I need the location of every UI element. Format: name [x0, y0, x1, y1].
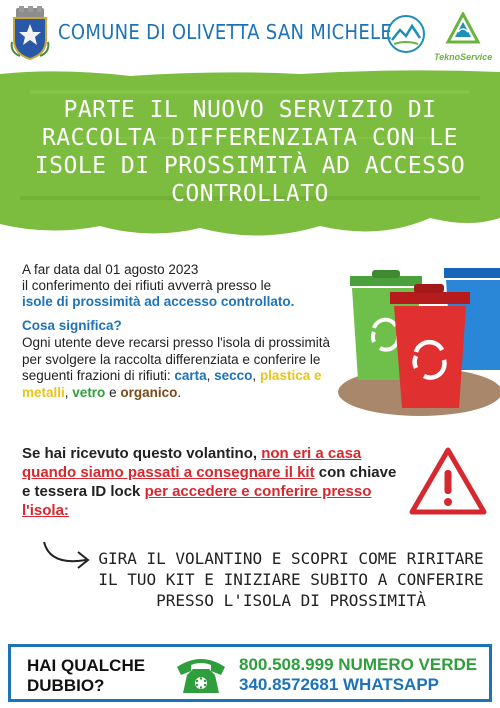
tekno-service-logo-icon: [434, 12, 492, 50]
separator-4: e: [105, 384, 121, 400]
separator-2: ,: [252, 368, 260, 383]
municipal-crest-icon: [10, 6, 50, 60]
intro-highlight: isole di prossimità ad accesso controllato.: [22, 294, 295, 309]
cta-text: GIRA IL VOLANTINO E SCOPRI COME RIRITARE IL TUO KIT E INIZIARE SUBITO A CONFERIRE PRESSO L'ISOLA DI PROSSIMITÀ: [98, 549, 484, 610]
separator-1: ,: [206, 368, 215, 383]
whatsapp-number[interactable]: 340.8572681 WHATSAPP: [239, 675, 440, 694]
notice-part-4: per accedere e conferire presso l'isola:: [22, 483, 372, 519]
notice-part-1: Se hai ricevuto questo volantino,: [22, 445, 258, 462]
material-plastica-metalli: plastica e metalli: [22, 368, 322, 400]
footer-question: HAI QUALCHE DUBBIO?: [27, 656, 146, 695]
intro-line-2: il conferimento dei rifiuti avverrà presso le: [22, 278, 272, 293]
kit-notice: [22, 444, 402, 520]
mountains-logo-icon: [386, 14, 426, 54]
telephone-icon: [173, 651, 229, 697]
question-title: Cosa significa?: [22, 318, 122, 333]
header: [0, 0, 500, 68]
notice-part-3: con chiave e tessera ID lock: [22, 464, 397, 500]
intro-line-1: A far data dal 01 agosto 2023: [22, 262, 199, 277]
material-carta: carta: [174, 368, 207, 383]
numero-verde[interactable]: 800.508.999 NUMERO VERDE: [239, 655, 478, 674]
banner-title: PARTE IL NUOVO SERVIZIO DI RACCOLTA DIFFERENZIATA CON LE ISOLE DI PROSSIMITÀ AD ACCESSO CONTROLLATO: [34, 97, 466, 207]
question-end: .: [177, 384, 182, 400]
comune-title: COMUNE DI OLIVETTA SAN MICHELE: [58, 20, 393, 44]
recycling-bins-icon: [334, 252, 500, 422]
question-body: [22, 335, 352, 401]
material-secco: secco: [214, 368, 253, 383]
material-vetro: vetro: [72, 384, 106, 400]
tekno-service-logo: [434, 12, 492, 62]
notice-part-2: non eri a casa quando siamo passati a consegnare il kit: [22, 445, 362, 481]
warning-triangle-icon: [408, 446, 488, 518]
tekno-service-label: TeknoService: [434, 52, 493, 62]
material-organico: organico: [120, 384, 178, 400]
separator-3: ,: [64, 384, 73, 400]
intro-text: [22, 262, 352, 310]
question-body-text: Ogni utente deve recarsi presso l'isola di prossimità per svolgere la raccolta differenziata e conferire le seguenti frazioni di rifiuti:: [22, 335, 330, 383]
contact-footer: [8, 644, 492, 702]
